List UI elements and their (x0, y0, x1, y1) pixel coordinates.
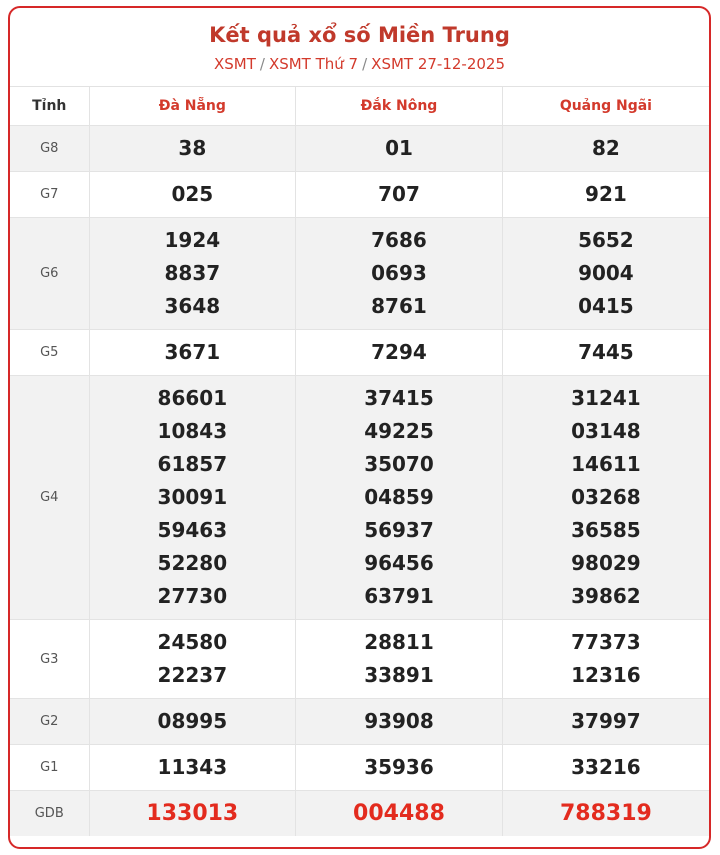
prize-number: 52280 (157, 551, 228, 575)
prize-cell (296, 620, 503, 699)
column-header-province (89, 87, 296, 126)
province-link[interactable]: Đắk Nông (360, 98, 438, 114)
table-row (10, 376, 709, 620)
prize-cell (502, 126, 709, 172)
prize-number: 28811 (364, 630, 434, 654)
prize-number: 9004 (578, 261, 634, 285)
breadcrumb-separator: / (362, 55, 368, 73)
prize-number: 3648 (164, 294, 221, 318)
prize-number: 49225 (364, 419, 434, 443)
column-header-province (502, 87, 709, 126)
prize-number: 86601 (157, 386, 228, 410)
prize-number: 5652 (578, 228, 634, 252)
table-row (10, 791, 709, 837)
prize-cell (502, 745, 709, 791)
prize-number: 38 (178, 136, 207, 160)
prize-cell (89, 791, 296, 837)
prize-cell (296, 126, 503, 172)
prize-number: 77373 (571, 630, 641, 654)
prize-number: 59463 (157, 518, 228, 542)
prize-cell (89, 376, 296, 620)
prize-cell (296, 745, 503, 791)
prize-cell (502, 172, 709, 218)
prize-number: 30091 (157, 485, 228, 509)
prize-cell (502, 620, 709, 699)
prize-number: 7686 (371, 228, 427, 252)
prize-cell (89, 330, 296, 376)
prize-cell (296, 172, 503, 218)
prize-number: 08995 (157, 709, 228, 733)
prize-number: 63791 (364, 584, 434, 608)
prize-number: 025 (171, 182, 214, 206)
breadcrumb-link-xsmt-thu-7[interactable]: XSMT Thứ 7 (268, 55, 359, 73)
prize-cell (502, 699, 709, 745)
prize-label: G4 (10, 376, 89, 620)
prize-number: 1924 (164, 228, 221, 252)
prize-cell (502, 218, 709, 330)
prize-label: G2 (10, 699, 89, 745)
prize-number: 0693 (371, 261, 427, 285)
results-header (10, 8, 709, 87)
prize-label: G1 (10, 745, 89, 791)
prize-number: 11343 (157, 755, 228, 779)
table-row (10, 218, 709, 330)
prize-number: 61857 (157, 452, 228, 476)
prize-number: 04859 (364, 485, 434, 509)
special-prize-number: 133013 (146, 801, 239, 826)
prize-label: GDB (10, 791, 89, 837)
special-prize-number: 788319 (559, 801, 652, 826)
prize-cell (89, 172, 296, 218)
table-row (10, 172, 709, 218)
results-table (10, 87, 709, 836)
prize-cell (89, 126, 296, 172)
prize-number: 7445 (578, 340, 634, 364)
prize-number: 96456 (364, 551, 434, 575)
prize-table-body (10, 126, 709, 837)
prize-number: 82 (591, 136, 620, 160)
prize-number: 27730 (157, 584, 228, 608)
prize-number: 8837 (164, 261, 221, 285)
prize-cell (502, 330, 709, 376)
prize-number: 12316 (571, 663, 641, 687)
prize-number: 10843 (157, 419, 228, 443)
prize-number: 921 (585, 182, 627, 206)
prize-number: 35936 (364, 755, 434, 779)
prize-number: 35070 (364, 452, 434, 476)
prize-number: 56937 (364, 518, 434, 542)
column-header-province (296, 87, 503, 126)
prize-number: 37415 (364, 386, 434, 410)
prize-number: 7294 (371, 340, 427, 364)
results-card (8, 6, 711, 849)
prize-cell (296, 376, 503, 620)
prize-number: 707 (378, 182, 420, 206)
prize-number: 33216 (571, 755, 641, 779)
prize-cell (89, 218, 296, 330)
prize-number: 0415 (578, 294, 634, 318)
prize-number: 3671 (164, 340, 221, 364)
prize-number: 8761 (371, 294, 427, 318)
prize-cell (89, 745, 296, 791)
prize-number: 39862 (571, 584, 641, 608)
table-row (10, 699, 709, 745)
breadcrumb-link-xsmt-date[interactable]: XSMT 27-12-2025 (371, 55, 506, 73)
prize-label: G8 (10, 126, 89, 172)
prize-number: 22237 (157, 663, 228, 687)
prize-cell (502, 376, 709, 620)
table-header-row (10, 87, 709, 126)
prize-cell (89, 699, 296, 745)
prize-number: 98029 (571, 551, 641, 575)
prize-cell (296, 218, 503, 330)
prize-number: 36585 (571, 518, 641, 542)
prize-label: G7 (10, 172, 89, 218)
breadcrumb-link-xsmt[interactable]: XSMT (213, 55, 256, 73)
prize-number: 93908 (364, 709, 434, 733)
prize-label: G3 (10, 620, 89, 699)
prize-cell (502, 791, 709, 837)
prize-number: 03148 (571, 419, 641, 443)
prize-number: 14611 (571, 452, 641, 476)
prize-number: 24580 (157, 630, 228, 654)
prize-number: 03268 (571, 485, 641, 509)
prize-number: 01 (385, 136, 413, 160)
table-row (10, 126, 709, 172)
table-row (10, 745, 709, 791)
prize-cell (296, 791, 503, 837)
province-link[interactable]: Đà Nẵng (158, 98, 226, 114)
prize-number: 31241 (571, 386, 641, 410)
prize-number: 37997 (571, 709, 641, 733)
column-header-tinh: Tỉnh (10, 87, 89, 126)
prize-label: G5 (10, 330, 89, 376)
province-link[interactable]: Quảng Ngãi (559, 98, 652, 114)
page-title: Kết quả xổ số Miền Trung (209, 23, 510, 47)
special-prize-number: 004488 (353, 801, 445, 826)
table-row (10, 330, 709, 376)
table-row (10, 620, 709, 699)
breadcrumb-separator: / (259, 55, 265, 73)
breadcrumb (10, 54, 709, 74)
prize-label: G6 (10, 218, 89, 330)
prize-cell (296, 330, 503, 376)
prize-cell (296, 699, 503, 745)
prize-cell (89, 620, 296, 699)
prize-number: 33891 (364, 663, 434, 687)
